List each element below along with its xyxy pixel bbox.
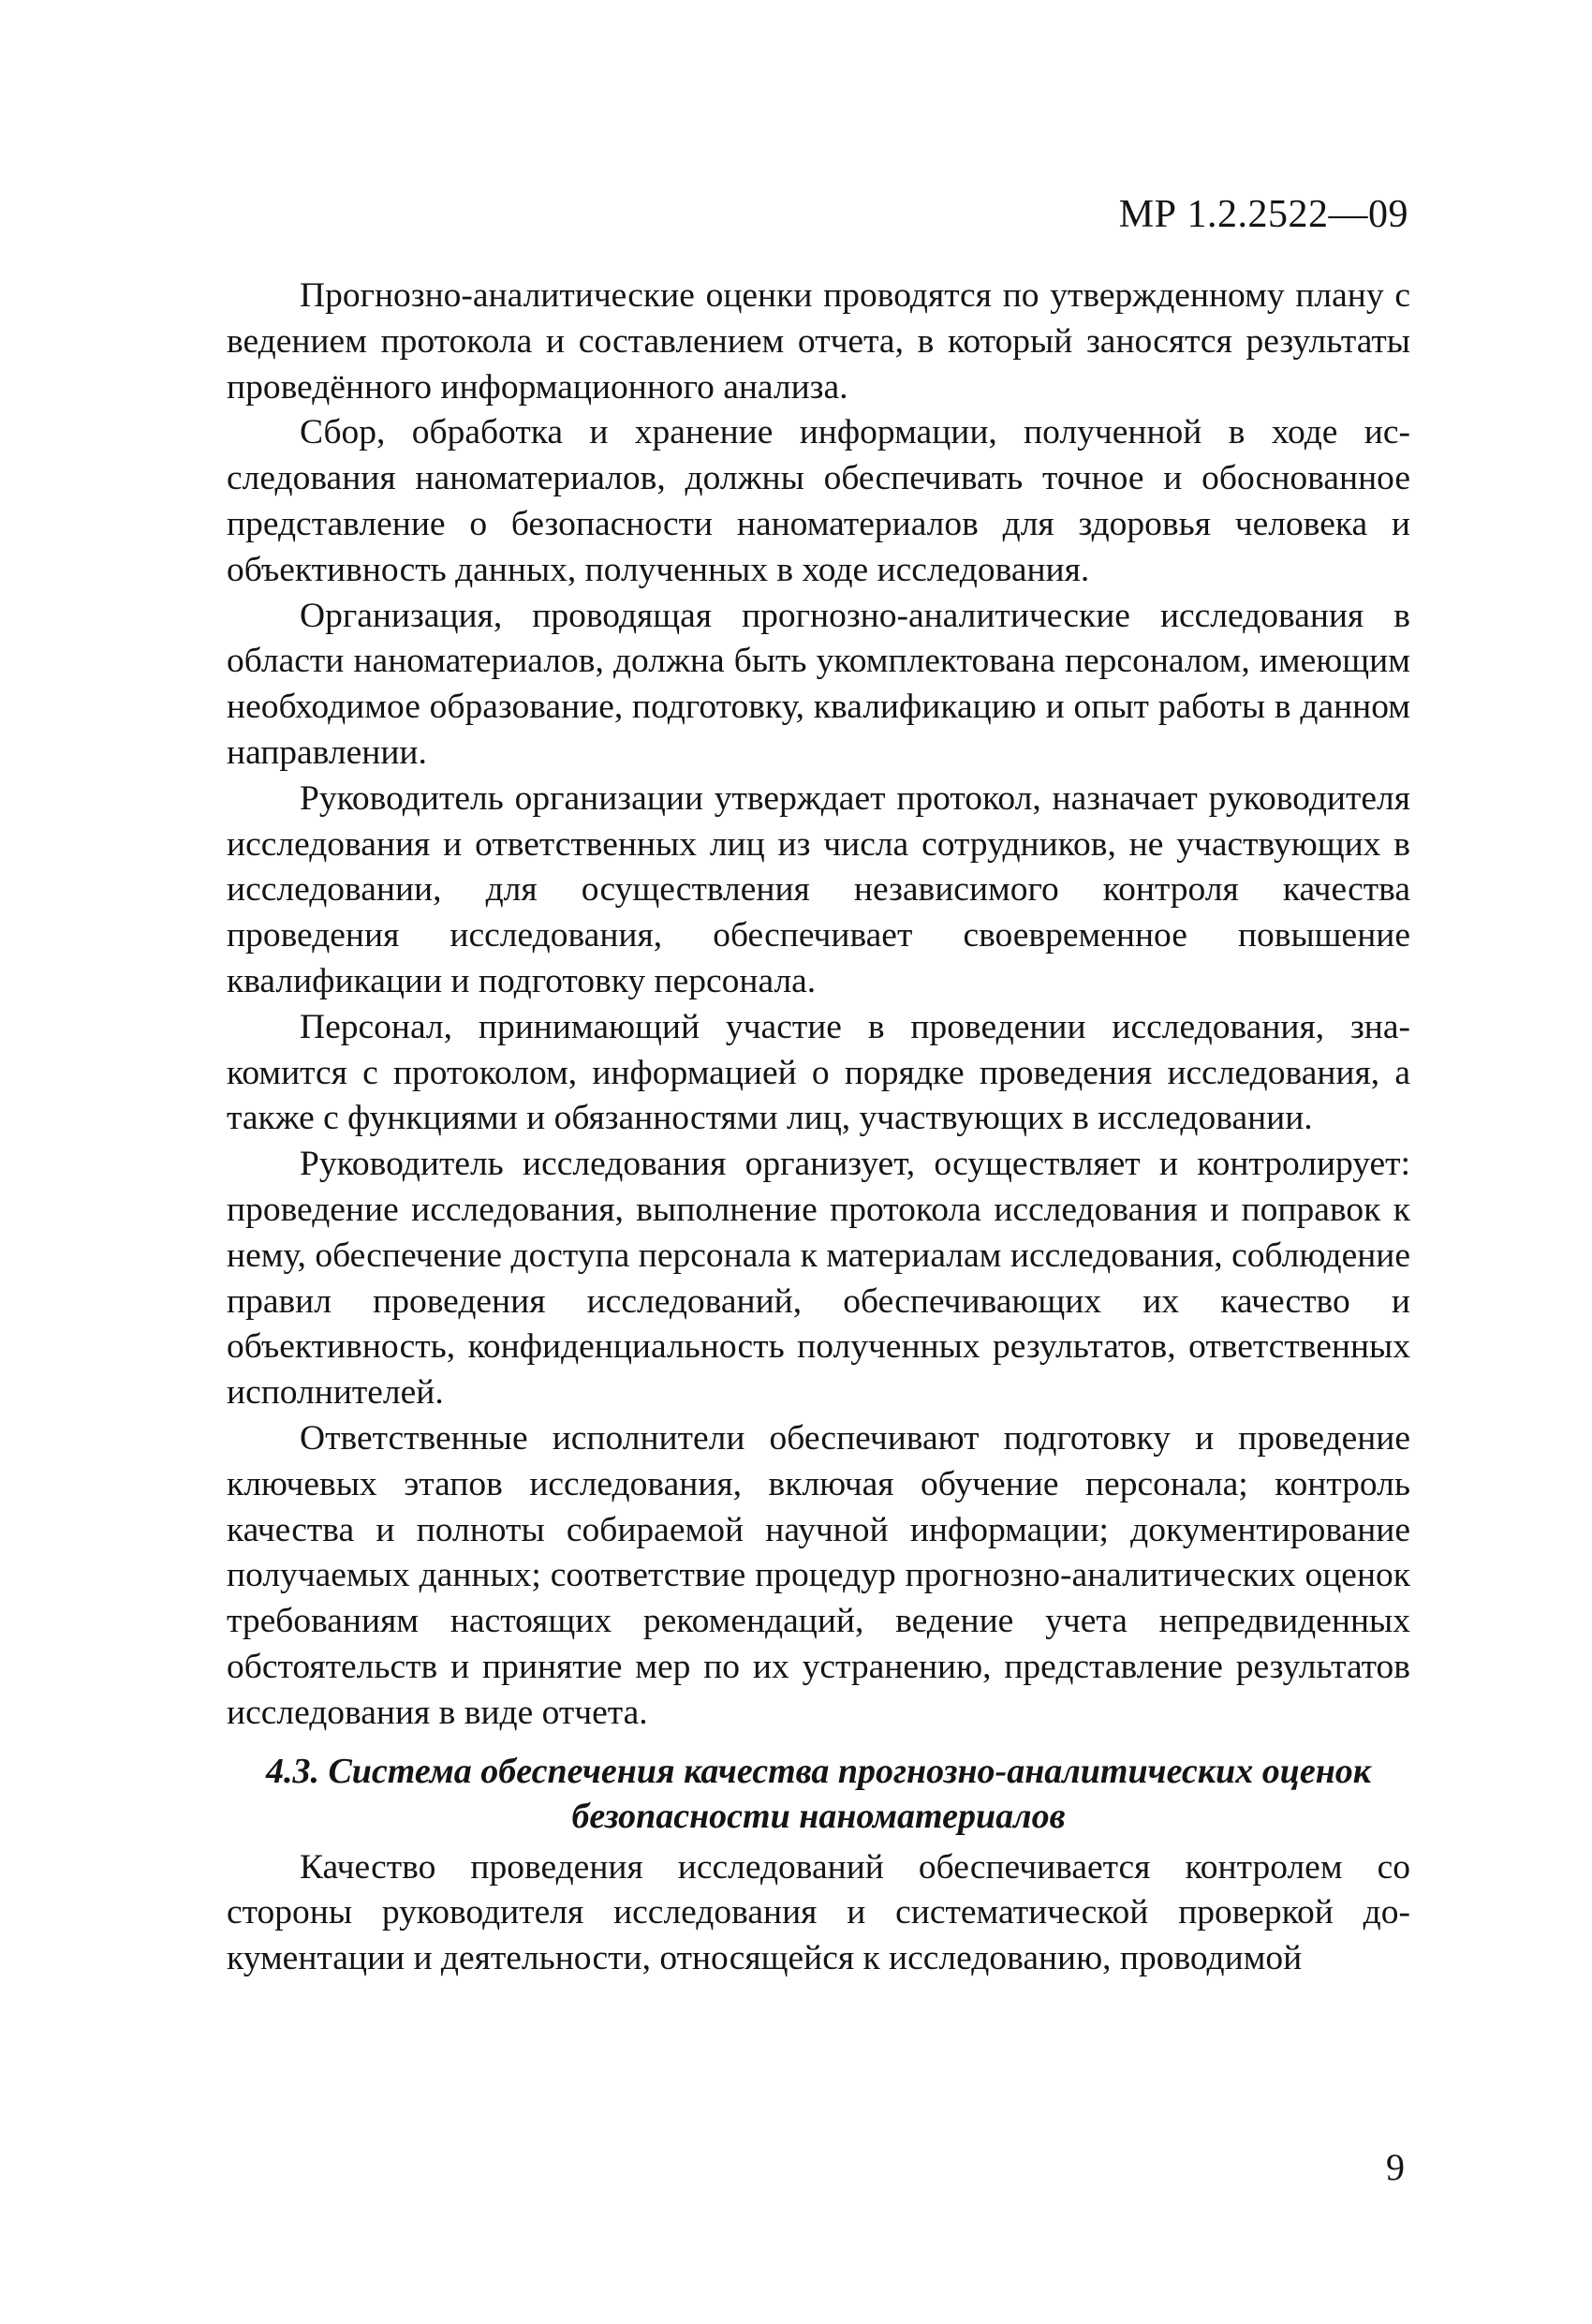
section-paragraph: Качество проведения исследований обеспечивается контролем со стороны руководителя исследования и систематической проверкой документации и деятельности, относящейся к исследованию, проводимой <box>227 1847 1410 1978</box>
document-code-header: МР 1.2.2522—09 <box>1118 193 1408 236</box>
page-number: 9 <box>1386 2146 1405 2188</box>
paragraph: Персонал, принимающий участие в проведении исследования, знакомится с протоколом, информацией о порядке проведения исследования, а также с функциями и обязанностями лиц, участвующих в исследовании. <box>227 1007 1410 1138</box>
paragraph: Руководитель организации утверждает протокол, назначает руководителя исследования и ответственных лиц из числа сотрудников, не участвующих в исследовании, для осуществления независимого контроля качества проведения исследования, обеспечивает своевременное повышение квалификации и подготовку персонала. <box>227 778 1410 1000</box>
main-text-block <box>227 274 1410 1982</box>
paragraph: Ответственные исполнители обеспечивают подготовку и проведение ключевых этапов исследования, включая обучение персонала; контроль качества и полноты собираемой научной информации; документирование получаемых данных; соответствие процедур прогнозно-аналитических оценок требованиям настоящих рекомендаций, ведение учета непредвиденных обстоятельств и принятие мер по их устранению, представление результатов исследования в виде отчета. <box>227 1418 1410 1732</box>
section-heading: 4.3. Система обеспечения качества прогнозно-аналитических оценок безопасности наноматериалов <box>265 1751 1372 1836</box>
paragraph: Прогнозно-аналитические оценки проводятся по утвержденному плану с ведением протокола и составлением отчета, в который заносятся результаты проведённого информационного анализа. <box>227 276 1410 407</box>
paragraph: Сбор, обработка и хранение информации, полученной в ходе исследования наноматериалов, должны обеспечивать точное и обоснованное представление о безопасности наноматериалов для здоровья человека и объективность данных, полученных в ходе исследования. <box>227 413 1410 589</box>
paragraph: Организация, проводящая прогнозно-аналитические исследования в области наноматериалов, должна быть укомплектована персоналом, имеющим необходимое образование, подготовку, квалификацию и опыт работы в данном направлении. <box>227 596 1410 772</box>
paragraph: Руководитель исследования организует, осуществляет и контролирует: проведение исследования, выполнение протокола исследования и поправок к нему, обеспечение доступа персонала к материалам исследования, соблюдение правил проведения исследований, обеспечивающих их качество и объективность, конфиденциальность полученных результатов, ответственных исполнителей. <box>227 1145 1410 1413</box>
